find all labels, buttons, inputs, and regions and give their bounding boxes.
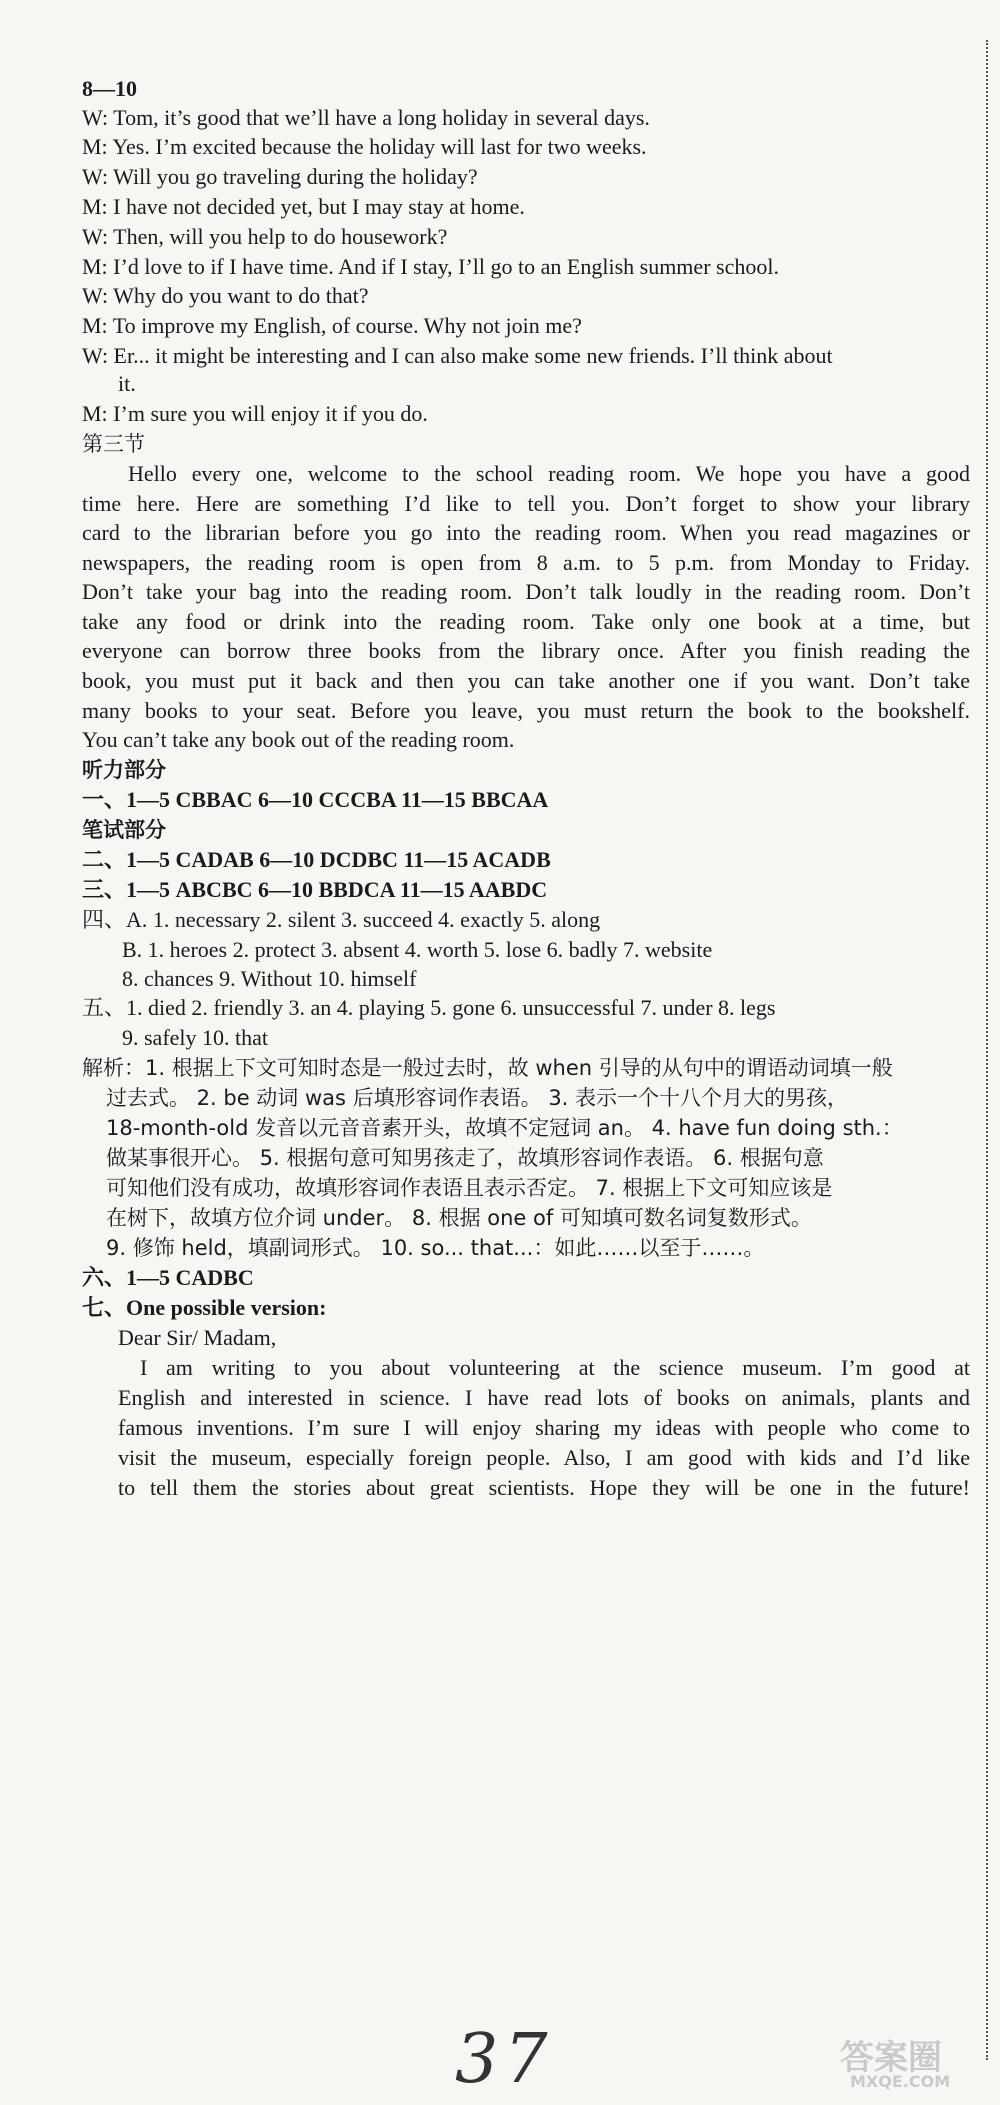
letter-line: I am writing to you about volunteering at the science museum. I’m good at	[140, 1355, 970, 1380]
answer-row-2: 二、1—5 CADAB 6—10 DCDBC 11—15 ACADB	[82, 847, 551, 872]
answer-row-3: 三、1—5 ABCBC 6—10 BBDCA 11—15 AABDC	[82, 877, 548, 902]
letter-line: to tell them the stories about great scientists. Hope they will be one in the future!	[118, 1475, 970, 1500]
passage-line: book, you must put it back and then you can take another one if you want. Don’t take	[82, 668, 970, 693]
dialogue-line: it.	[118, 371, 136, 396]
analysis-line: 在树下，故填方位介词 under。 8. 根据 one of 可知填可数名词复数形式。	[106, 1206, 812, 1230]
dialogue-line: W: Then, will you help to do housework?	[82, 224, 448, 249]
passage-line: take any food or drink into the reading room. Take only one book at a time, but	[82, 609, 970, 634]
letter-line: famous inventions. I’m sure I will enjoy sharing my ideas with people who come to	[118, 1415, 970, 1440]
analysis-line: 解析：1. 根据上下文可知时态是一般过去时，故 when 引导的从句中的谓语动词填一般	[82, 1056, 893, 1080]
analysis-line: 可知他们没有成功，故填形容词作表语且表示否定。 7. 根据上下文可知应该是	[106, 1176, 833, 1200]
passage-line: time here. Here are something I’d like to tell you. Don’t forget to show your library	[82, 491, 970, 516]
analysis-line: 9. 修饰 held，填副词形式。 10. so... that...：如此……以至于……。	[106, 1236, 765, 1260]
passage-line: newspapers, the reading room is open from 8 a.m. to 5 p.m. from Monday to Friday.	[82, 550, 970, 575]
writing-heading: 七、One possible version:	[82, 1295, 327, 1320]
watermark-url: MXQE.COM	[850, 2072, 951, 2091]
passage-line: Don’t take your bag into the reading room. Don’t talk loudly in the reading room. Don’t	[82, 579, 970, 604]
answer-row-5-cont: 9. safely 10. that	[122, 1025, 269, 1050]
answer-row-6: 六、1—5 CADBC	[82, 1265, 254, 1290]
passage-line: everyone can borrow three books from the library once. After you finish reading the	[82, 638, 970, 663]
listening-heading: 听力部分	[82, 758, 166, 782]
section-8-10-heading: 8—10	[82, 76, 137, 101]
written-heading: 笔试部分	[82, 818, 166, 842]
passage-line: card to the librarian before you go into the reading room. When you read magazines or	[82, 520, 970, 545]
dialogue-line: M: I’m sure you will enjoy it if you do.	[82, 401, 428, 426]
dialogue-line: M: I’d love to if I have time. And if I stay, I’ll go to an English summer school.	[82, 254, 779, 279]
dialogue-line: M: I have not decided yet, but I may stay at home.	[82, 194, 525, 219]
watermark-logo-text: 答案圈	[840, 2038, 942, 2078]
letter-salutation: Dear Sir/ Madam,	[118, 1325, 277, 1350]
answer-row-4a: 四、A. 1. necessary 2. silent 3. succeed 4. exactly 5. along	[82, 907, 601, 932]
page-number: 37	[455, 2020, 554, 2099]
letter-line: visit the museum, especially foreign people. Also, I am good with kids and I’d like	[118, 1445, 970, 1470]
section-3-heading: 第三节	[82, 432, 145, 456]
binding-dotted-rule	[986, 40, 988, 2060]
answer-row-4b-cont: 8. chances 9. Without 10. himself	[122, 966, 417, 991]
dialogue-line: W: Tom, it’s good that we’ll have a long holiday in several days.	[82, 105, 650, 130]
dialogue-line: W: Er... it might be interesting and I can also make some new friends. I’ll think about	[82, 343, 833, 368]
dialogue-line: W: Why do you want to do that?	[82, 283, 369, 308]
answer-row-1: 一、1—5 CBBAC 6—10 CCCBA 11—15 BBCAA	[82, 787, 549, 812]
dialogue-line: M: Yes. I’m excited because the holiday will last for two weeks.	[82, 134, 647, 159]
analysis-line: 做某事很开心。 5. 根据句意可知男孩走了，故填形容词作表语。 6. 根据句意	[106, 1146, 824, 1170]
passage-line: You can’t take any book out of the reading room.	[82, 727, 515, 752]
watermark-logo	[840, 2030, 980, 2090]
passage-line: Hello every one, welcome to the school reading room. We hope you have a good	[128, 461, 970, 486]
answer-row-4b: B. 1. heroes 2. protect 3. absent 4. worth 5. lose 6. badly 7. website	[122, 937, 713, 962]
analysis-line: 过去式。 2. be 动词 was 后填形容词作表语。 3. 表示一个十八个月大的男孩，	[106, 1086, 849, 1110]
answer-row-5: 五、1. died 2. friendly 3. an 4. playing 5. gone 6. unsuccessful 7. under 8. legs	[82, 995, 776, 1020]
passage-line: many books to your seat. Before you leave, you must return the book to the bookshelf.	[82, 698, 970, 723]
dialogue-line: W: Will you go traveling during the holiday?	[82, 164, 478, 189]
analysis-line: 18-month-old 发音以元音音素开头，故填不定冠词 an。 4. have fun doing sth.：	[106, 1116, 903, 1140]
letter-line: English and interested in science. I have read lots of books on animals, plants and	[118, 1385, 970, 1410]
dialogue-line: M: To improve my English, of course. Why not join me?	[82, 313, 582, 338]
